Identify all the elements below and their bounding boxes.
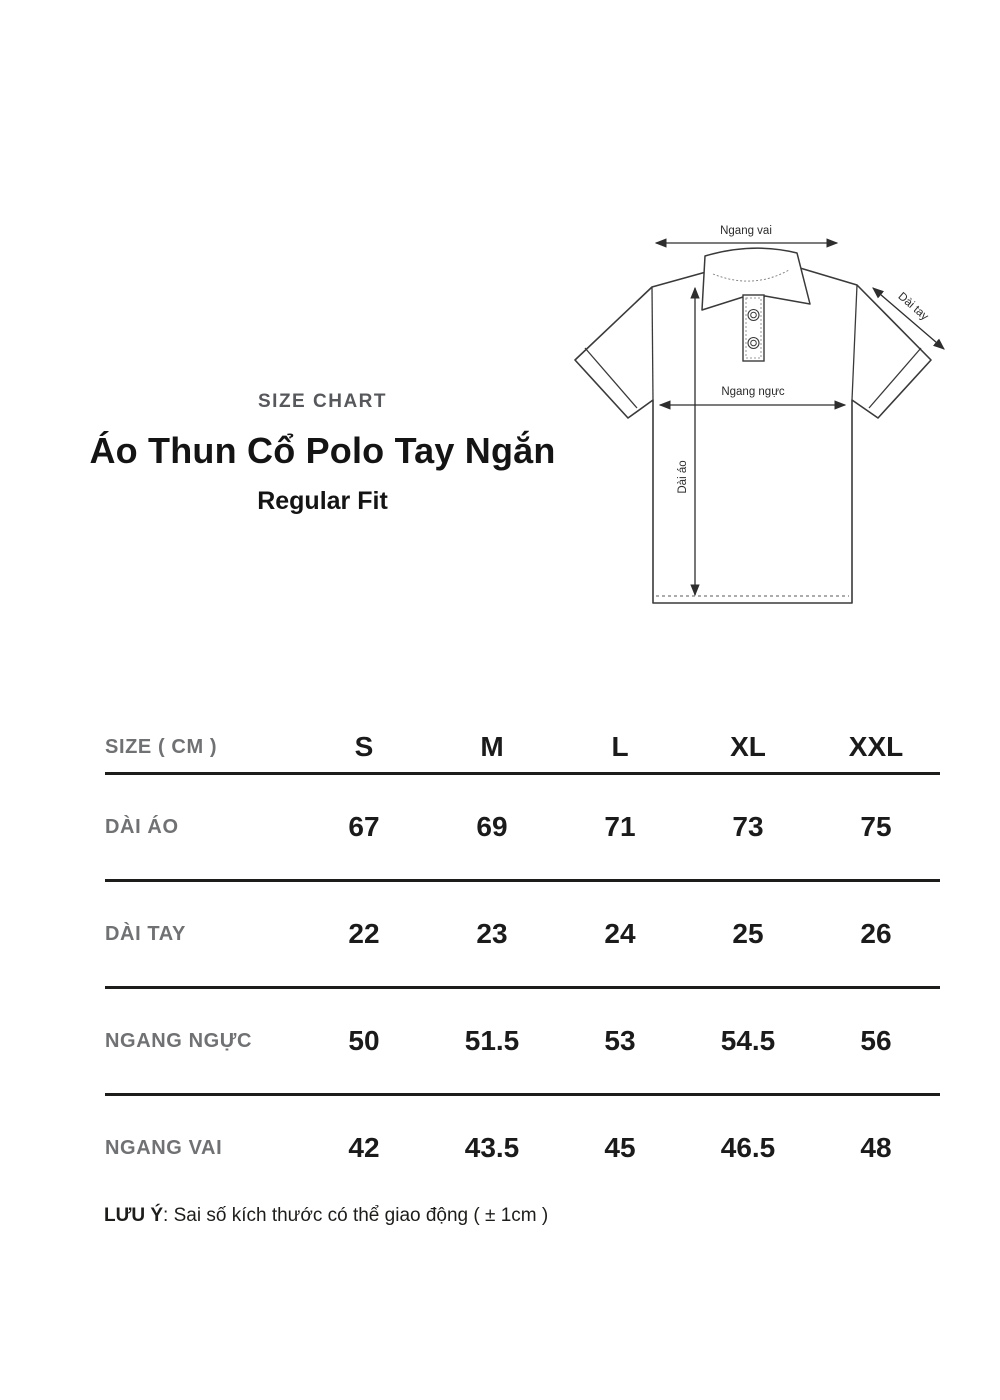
cell-value: 42 — [348, 1132, 380, 1163]
size-column-header-xl: XL — [730, 731, 766, 762]
cell-value: 50 — [348, 1025, 380, 1056]
cell-value: 24 — [604, 918, 636, 949]
size-column-header-m: M — [480, 731, 504, 762]
shirt-length-label: Dài áo — [677, 460, 689, 494]
row-label: NGANG VAI — [105, 1136, 223, 1159]
table-row-chest-width — [105, 989, 940, 1096]
size-table — [105, 722, 940, 1200]
row-label: NGANG NGỰC — [105, 1029, 253, 1052]
cell-value: 53 — [604, 1025, 636, 1056]
cell-value: 56 — [860, 1025, 892, 1056]
note-prefix: LƯU Ý — [104, 1205, 164, 1226]
cell-value: 45 — [604, 1132, 636, 1163]
size-chart-eyebrow: SIZE CHART — [258, 391, 387, 412]
button-icon — [748, 310, 759, 321]
button-icon — [748, 338, 759, 349]
cell-value: 22 — [348, 918, 380, 949]
polo-diagram-svg — [560, 215, 960, 625]
size-column-header-l: L — [611, 731, 629, 762]
size-unit-label: SIZE ( CM ) — [105, 735, 218, 758]
size-column-header-xxl: XXL — [848, 731, 904, 762]
title-block — [70, 391, 575, 516]
row-label: DÀI ÁO — [105, 815, 179, 838]
cell-value: 73 — [732, 811, 764, 842]
cell-value: 26 — [860, 918, 892, 949]
cell-value: 48 — [860, 1132, 892, 1163]
polo-measurement-diagram — [560, 215, 960, 625]
table-row-sleeve-length — [105, 882, 940, 989]
shoulder-width-dimension — [656, 225, 837, 243]
size-column-header-s: S — [354, 731, 374, 762]
cell-value: 23 — [476, 918, 508, 949]
fit-label: Regular Fit — [257, 487, 388, 515]
cell-value: 69 — [476, 811, 508, 842]
cell-value: 46.5 — [720, 1132, 776, 1163]
sleeve-length-label: Dài tay — [895, 290, 931, 324]
cell-value: 51.5 — [464, 1025, 520, 1056]
cell-value: 71 — [604, 811, 636, 842]
row-label: DÀI TAY — [105, 922, 186, 945]
cell-value: 54.5 — [720, 1025, 776, 1056]
cell-value: 67 — [348, 811, 380, 842]
note-text: : Sai số kích thước có thể giao động ( ± 1cm ) — [163, 1205, 549, 1226]
shoulder-width-label: Ngang vai — [720, 225, 772, 237]
table-row-shoulder-width — [105, 1096, 940, 1200]
cell-value: 25 — [732, 918, 764, 949]
chest-width-label: Ngang ngực — [721, 386, 785, 398]
tolerance-note — [104, 1205, 548, 1227]
table-row-shirt-length — [105, 775, 940, 882]
cell-value: 75 — [860, 811, 892, 842]
cell-value: 43.5 — [464, 1132, 520, 1163]
product-title: Áo Thun Cổ Polo Tay Ngắn — [89, 430, 556, 471]
size-table-header-row — [105, 722, 940, 775]
